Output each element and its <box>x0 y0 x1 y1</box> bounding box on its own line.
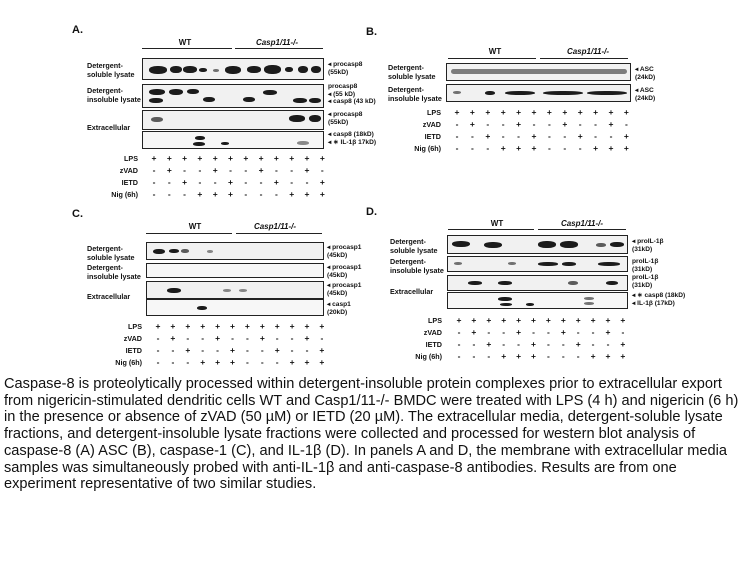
condition-mark: - <box>547 143 551 153</box>
group-label-ko: Casp1/11-/- <box>560 219 604 228</box>
band-annotation: ◂ procasp8 (55kD) <box>328 61 363 76</box>
condition-label: Nig (6h) <box>115 358 142 367</box>
condition-mark: + <box>274 345 280 355</box>
group-label-wt: WT <box>490 219 504 228</box>
condition-mark: - <box>486 143 490 153</box>
condition-mark: - <box>152 165 156 175</box>
condition-mark: + <box>454 107 460 117</box>
condition-mark: - <box>244 165 248 175</box>
condition-mark: + <box>485 107 491 117</box>
condition-mark: + <box>500 107 506 117</box>
condition-mark: + <box>215 333 221 343</box>
band-annotation: ◂ procasp1 (45kD) <box>327 282 362 297</box>
condition-mark: - <box>501 131 505 141</box>
condition-mark: - <box>245 345 249 355</box>
band <box>484 242 502 248</box>
condition-mark: - <box>624 119 628 129</box>
condition-mark: - <box>594 131 598 141</box>
condition-mark: + <box>304 321 310 331</box>
band <box>584 302 594 305</box>
condition-mark: - <box>547 131 551 141</box>
band <box>526 303 534 306</box>
band <box>468 281 482 285</box>
condition-label: IETD <box>425 340 442 349</box>
condition-mark: + <box>304 153 310 163</box>
condition-mark: - <box>186 333 190 343</box>
band-annotation: ◂ ∗ casp8 (18kD) ◂ IL-1β (17kD) <box>632 292 686 307</box>
condition-mark: + <box>608 107 614 117</box>
row-label: Detergent- insoluble lysate <box>390 257 444 275</box>
row-label: Extracellular <box>87 123 131 132</box>
band <box>560 241 578 248</box>
condition-mark: + <box>155 321 161 331</box>
condition-mark: + <box>230 357 235 367</box>
band-annotation: proIL-1β (31kD) <box>632 274 659 289</box>
condition-mark: + <box>560 327 566 337</box>
group-label-wt: WT <box>488 47 502 56</box>
condition-mark: - <box>487 327 491 337</box>
condition-mark: + <box>212 189 218 199</box>
condition-mark: + <box>590 315 596 325</box>
condition-mark: - <box>546 327 550 337</box>
condition-mark: + <box>562 107 568 117</box>
condition-mark: + <box>516 327 522 337</box>
condition-mark: + <box>620 315 626 325</box>
condition-mark: + <box>516 143 522 153</box>
condition-mark: + <box>623 143 629 153</box>
condition-mark: - <box>290 165 294 175</box>
condition-mark: + <box>545 315 551 325</box>
band <box>538 262 558 266</box>
condition-mark: + <box>623 107 629 117</box>
condition-mark: - <box>470 143 474 153</box>
condition-mark: - <box>576 351 580 361</box>
condition-label: zVAD <box>119 166 138 175</box>
condition-mark: - <box>532 119 536 129</box>
band-annotation: ◂ proIL-1β (31kD) <box>632 238 664 253</box>
condition-mark: - <box>320 333 324 343</box>
blot-extracellular <box>447 275 628 291</box>
figure-caption: Caspase-8 is proteolytically processed within detergent-insoluble protein complexes prior to extracellular export from nigericin-stimulated dendritic cells WT and Casp1/11-/- BMDC were treated with LPS (4 h) and nigericin (6 h) in the presence or absence of zVAD (50 µM) or IETD (20 µM). The extracellular media, detergent-soluble lysate fractions, and detergent-insoluble lysate fractions were collected and processed for western blot analysis of caspase-8 (A) ASC (B), caspase-1 (C), and IL-1β (D). In panels A and D, the membrane with extracellular media samples was simultaneously probed with anti-IL-1β and anti-caspase-8 antibodies. Results are from one experiment representative of two similar studies. <box>4 376 739 493</box>
condition-mark: - <box>563 131 567 141</box>
condition-mark: + <box>289 153 295 163</box>
condition-mark: - <box>290 345 294 355</box>
condition-mark: + <box>182 153 188 163</box>
panel-label: D. <box>366 206 377 218</box>
condition-mark: - <box>517 131 521 141</box>
condition-mark: + <box>562 119 568 129</box>
condition-mark: + <box>215 357 221 367</box>
band <box>452 241 470 247</box>
band <box>498 297 512 301</box>
condition-mark: + <box>531 143 537 153</box>
condition-mark: - <box>487 351 491 361</box>
condition-mark: - <box>305 345 309 355</box>
condition-mark: + <box>197 189 203 199</box>
condition-mark: + <box>151 153 157 163</box>
condition-mark: - <box>229 165 232 175</box>
condition-mark: + <box>546 107 552 117</box>
condition-mark: - <box>501 119 505 129</box>
band <box>606 281 618 285</box>
condition-mark: - <box>290 177 294 187</box>
band <box>596 243 606 247</box>
condition-mark: + <box>456 315 462 325</box>
condition-label: LPS <box>428 316 442 325</box>
condition-mark: + <box>258 165 264 175</box>
band <box>610 242 624 247</box>
condition-mark: - <box>274 165 278 175</box>
condition-mark: - <box>152 189 156 199</box>
condition-mark: + <box>485 131 491 141</box>
condition-mark: - <box>532 327 535 337</box>
condition-mark: + <box>319 189 325 199</box>
condition-mark: - <box>578 119 582 129</box>
condition-mark: + <box>228 177 233 187</box>
condition-label: zVAD <box>422 120 441 129</box>
condition-mark: + <box>319 153 325 163</box>
condition-mark: + <box>200 357 206 367</box>
row-label: Detergent- soluble lysate <box>87 244 135 262</box>
condition-mark: - <box>259 177 263 187</box>
condition-mark: - <box>186 357 190 367</box>
band-annotation: proIL-1β (31kD) <box>632 258 659 273</box>
panel-label: A. <box>72 24 83 36</box>
condition-mark: + <box>531 339 536 349</box>
condition-mark: - <box>547 119 551 129</box>
condition-mark: - <box>183 165 187 175</box>
condition-label: IETD <box>424 132 441 141</box>
condition-mark: + <box>531 107 537 117</box>
condition-mark: - <box>171 345 175 355</box>
condition-mark: + <box>304 189 310 199</box>
condition-mark: + <box>500 143 506 153</box>
group-label-ko: Casp1/11-/- <box>255 38 299 47</box>
condition-mark: - <box>470 131 474 141</box>
panel-label: C. <box>72 208 83 220</box>
condition-mark: + <box>620 351 626 361</box>
band <box>562 262 576 266</box>
condition-mark: + <box>244 321 250 331</box>
band <box>584 297 594 300</box>
condition-mark: - <box>198 165 202 175</box>
condition-mark: + <box>575 339 581 349</box>
band <box>454 262 462 265</box>
condition-mark: - <box>274 189 278 199</box>
condition-label: LPS <box>427 108 441 117</box>
condition-mark: + <box>273 177 279 187</box>
condition-mark: + <box>560 315 566 325</box>
condition-mark: + <box>486 315 492 325</box>
condition-mark: + <box>608 119 614 129</box>
condition-mark: + <box>469 119 475 129</box>
condition-mark: + <box>516 315 522 325</box>
row-label: Extracellular <box>390 287 434 296</box>
band <box>568 281 578 285</box>
condition-mark: + <box>501 315 507 325</box>
condition-mark: + <box>166 153 172 163</box>
row-label: Detergent- soluble lysate <box>87 61 135 79</box>
condition-mark: + <box>259 333 265 343</box>
panel-label: B. <box>366 26 377 38</box>
condition-mark: + <box>243 153 249 163</box>
condition-mark: - <box>305 177 309 187</box>
condition-mark: - <box>198 177 202 187</box>
condition-mark: - <box>502 339 506 349</box>
condition-mark: + <box>608 143 614 153</box>
band <box>538 241 556 248</box>
blot-soluble <box>447 235 628 254</box>
condition-mark: - <box>320 165 324 175</box>
band-annotation: procasp8 ◂ (55 kD) ◂ casp8 (43 kD) <box>328 83 376 106</box>
condition-mark: + <box>197 153 203 163</box>
condition-mark: + <box>166 165 172 175</box>
condition-mark: - <box>290 333 294 343</box>
condition-mark: + <box>501 351 507 361</box>
condition-mark: - <box>591 327 595 337</box>
condition-mark: + <box>200 321 206 331</box>
condition-mark: - <box>213 177 217 187</box>
condition-mark: + <box>605 327 611 337</box>
condition-mark: - <box>183 189 187 199</box>
condition-mark: + <box>319 345 325 355</box>
condition-mark: - <box>156 333 160 343</box>
condition-mark: + <box>170 321 176 331</box>
condition-mark: - <box>563 143 567 153</box>
band <box>508 262 516 265</box>
condition-mark: - <box>621 327 625 337</box>
condition-mark: + <box>185 321 191 331</box>
condition-mark: + <box>577 131 583 141</box>
condition-mark: + <box>469 107 475 117</box>
condition-mark: + <box>273 153 279 163</box>
condition-mark: + <box>516 119 522 129</box>
condition-mark: + <box>230 345 235 355</box>
condition-mark: + <box>230 321 235 331</box>
condition-mark: + <box>170 333 176 343</box>
condition-label: LPS <box>128 322 142 331</box>
condition-mark: + <box>228 189 233 199</box>
condition-mark: - <box>561 351 565 361</box>
group-label-ko: Casp1/11-/- <box>566 47 610 56</box>
condition-mark: + <box>185 345 191 355</box>
condition-mark: - <box>472 351 476 361</box>
condition-label: IETD <box>125 346 142 355</box>
condition-mark: - <box>152 177 156 187</box>
row-label: Detergent- soluble lysate <box>388 63 436 81</box>
condition-mark: + <box>471 315 477 325</box>
condition-mark: - <box>260 345 264 355</box>
condition-mark: + <box>516 107 522 117</box>
condition-mark: - <box>472 339 476 349</box>
condition-mark: + <box>212 165 218 175</box>
condition-mark: + <box>471 327 477 337</box>
row-label: Extracellular <box>87 292 131 301</box>
condition-label: Nig (6h) <box>111 190 138 199</box>
condition-mark: + <box>289 189 295 199</box>
condition-mark: - <box>455 143 459 153</box>
band-annotation: ◂ procasp8 (55kD) <box>328 111 363 126</box>
condition-mark: + <box>289 321 295 331</box>
condition-label: Nig (6h) <box>415 352 442 361</box>
condition-mark: + <box>531 315 536 325</box>
row-label: Detergent- soluble lysate <box>390 237 438 255</box>
condition-mark: - <box>576 327 580 337</box>
condition-mark: - <box>275 333 279 343</box>
condition-mark: - <box>546 351 550 361</box>
condition-mark: - <box>594 119 598 129</box>
condition-mark: - <box>457 339 461 349</box>
condition-mark: - <box>606 339 610 349</box>
band <box>598 262 620 266</box>
condition-mark: - <box>259 189 263 199</box>
condition-mark: - <box>245 357 249 367</box>
group-line-wt <box>448 229 534 230</box>
band-annotation: ◂ casp1 (20kD) <box>327 301 351 316</box>
condition-mark: + <box>575 315 581 325</box>
condition-mark: - <box>201 345 205 355</box>
condition-mark: + <box>623 131 629 141</box>
group-label-wt: WT <box>188 222 202 231</box>
condition-mark: - <box>578 143 582 153</box>
condition-mark: + <box>258 153 264 163</box>
condition-mark: - <box>457 327 461 337</box>
condition-mark: + <box>228 153 233 163</box>
condition-mark: - <box>167 189 171 199</box>
condition-mark: - <box>275 357 279 367</box>
condition-mark: + <box>605 351 611 361</box>
condition-mark: + <box>319 177 325 187</box>
condition-mark: - <box>502 327 506 337</box>
condition-mark: + <box>215 321 221 331</box>
condition-mark: - <box>171 357 175 367</box>
condition-mark: - <box>231 333 234 343</box>
condition-mark: - <box>156 345 160 355</box>
condition-mark: - <box>216 345 220 355</box>
condition-mark: + <box>319 321 325 331</box>
condition-mark: + <box>590 351 596 361</box>
condition-label: zVAD <box>123 334 142 343</box>
condition-mark: - <box>244 177 248 187</box>
condition-mark: + <box>605 315 611 325</box>
condition-mark: + <box>304 165 310 175</box>
band-annotation: ◂ procasp1 (45kD) <box>327 264 362 279</box>
condition-label: LPS <box>124 154 138 163</box>
condition-mark: + <box>182 177 188 187</box>
condition-mark: - <box>546 339 550 349</box>
group-line-ko <box>538 229 626 230</box>
condition-mark: + <box>274 321 280 331</box>
condition-mark: - <box>561 339 565 349</box>
band-annotation: ◂ procasp1 (45kD) <box>327 244 362 259</box>
condition-mark: - <box>245 333 249 343</box>
band <box>500 303 512 306</box>
condition-mark: + <box>304 357 310 367</box>
blot-extracellular-low <box>447 292 628 309</box>
condition-mark: - <box>455 131 459 141</box>
condition-mark: - <box>455 119 459 129</box>
group-label-wt: WT <box>178 38 192 47</box>
blot-insoluble <box>447 256 628 272</box>
row-label: Detergent- insoluble lysate <box>388 85 442 103</box>
condition-mark: - <box>156 357 160 367</box>
condition-mark: - <box>457 351 461 361</box>
condition-mark: - <box>486 119 490 129</box>
condition-mark: + <box>212 153 218 163</box>
condition-label: zVAD <box>423 328 442 337</box>
band-annotation: ◂ ASC (24kD) <box>635 66 656 81</box>
condition-mark: - <box>244 189 248 199</box>
condition-mark: - <box>591 339 595 349</box>
condition-mark: + <box>486 339 492 349</box>
condition-mark: + <box>516 351 522 361</box>
condition-mark: + <box>531 351 536 361</box>
condition-mark: + <box>593 107 599 117</box>
condition-mark: + <box>259 321 265 331</box>
row-label: Detergent- insoluble lysate <box>87 86 141 104</box>
condition-mark: - <box>260 357 264 367</box>
band-annotation: ◂ ASC (24kD) <box>635 87 656 102</box>
condition-mark: + <box>593 143 599 153</box>
condition-label: IETD <box>121 178 138 187</box>
condition-mark: - <box>517 339 521 349</box>
condition-mark: + <box>620 339 626 349</box>
condition-mark: - <box>167 177 171 187</box>
condition-label: Nig (6h) <box>414 144 441 153</box>
condition-mark: + <box>304 333 310 343</box>
condition-mark: - <box>609 131 613 141</box>
row-label: Detergent- insoluble lysate <box>87 263 141 281</box>
group-label-ko: Casp1/11-/- <box>253 222 297 231</box>
condition-mark: + <box>319 357 325 367</box>
condition-mark: + <box>577 107 583 117</box>
band-annotation: ◂ casp8 (18kD) ◂ ∗ IL-1β 17kD) <box>328 131 377 146</box>
band <box>498 281 512 285</box>
condition-mark: + <box>289 357 295 367</box>
condition-mark: + <box>531 131 537 141</box>
condition-mark: - <box>201 333 205 343</box>
